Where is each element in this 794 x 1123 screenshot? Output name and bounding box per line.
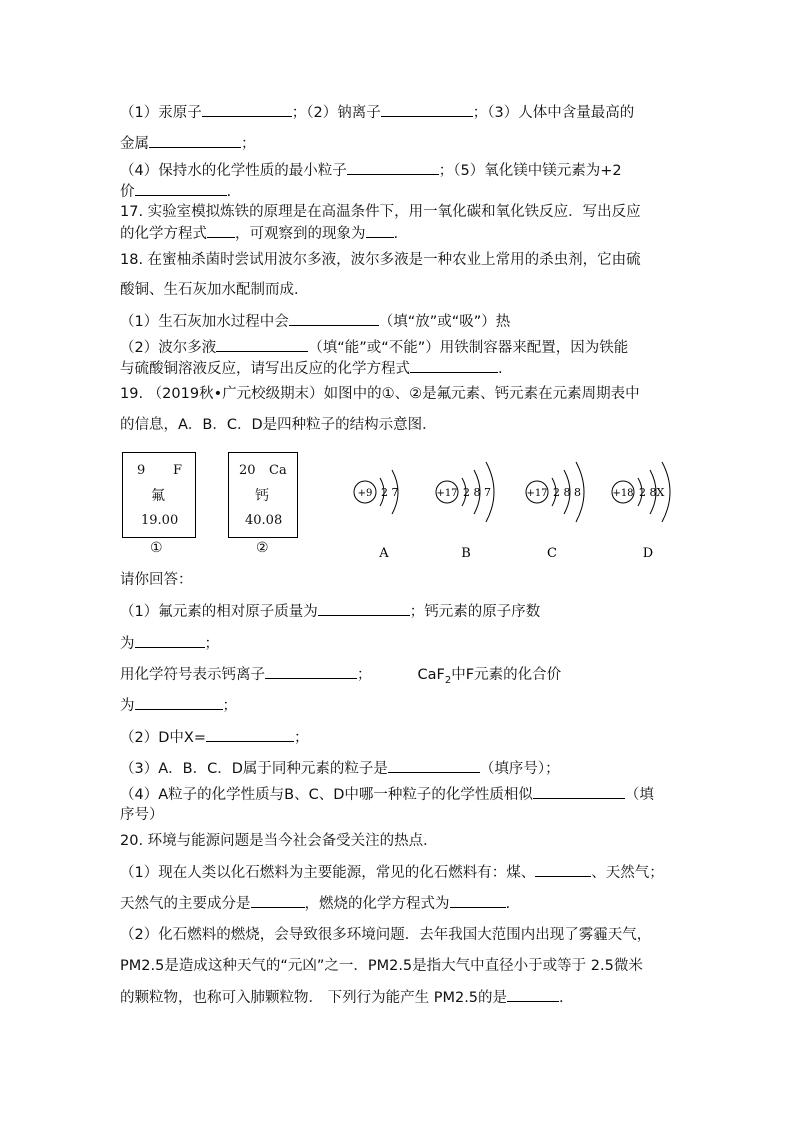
answer-blank[interactable] (251, 893, 305, 908)
element-card-fluorine (122, 452, 196, 538)
element-card-calcium (228, 452, 298, 538)
answer-blank[interactable] (135, 633, 205, 648)
answer-blank[interactable] (410, 358, 498, 373)
q19-answer7: （4）A粒子的化学性质与B、C、D中哪一种粒子的化学性质相似 （填 (120, 784, 654, 805)
answer-blank[interactable] (206, 727, 294, 742)
element-symbol: F (173, 463, 183, 478)
answer-blank[interactable] (216, 337, 308, 352)
particle-label: A (379, 546, 389, 561)
q19-prompt: 请你回答： (120, 572, 193, 588)
q19-answer2: 为 ； (120, 633, 219, 654)
q16-line1: （1）汞原子 ；（2）钠离子 ；（3）人体中含量最高的 (120, 102, 634, 123)
electron-shells: 2 8 7 (463, 486, 491, 499)
q20-line5: PM2.5是造成这种天气的“元凶”之一．PM2.5是指大气中直径小于或等于 2.5微米 (120, 958, 643, 974)
q19-answer1: （1）氟元素的相对原子质量为 ；钙元素的原子序数 (120, 601, 540, 622)
q16-line4: 价 . (120, 181, 231, 202)
answer-blank[interactable] (289, 311, 379, 326)
answer-blank[interactable] (533, 784, 625, 799)
atomic-mass: 19.00 (141, 513, 179, 528)
particle-structure-diagrams (340, 440, 700, 570)
q20-line1: 20. 环境与能源问题是当今社会备受关注的热点． (120, 833, 438, 849)
nucleus-charge: +18 (612, 488, 634, 499)
q19-line2: 的信息，A．B．C．D是四种粒子的结构示意图． (120, 417, 437, 433)
answer-blank[interactable] (265, 664, 357, 679)
answer-blank[interactable] (388, 758, 480, 773)
q19-answer3: 用化学符号表示钙离子 ； CaF$_2$中F元素的化合价 (120, 664, 561, 691)
q16-line3: （4）保持水的化学性质的最小粒子 ；（5）氧化镁中镁元素为+2 (120, 160, 622, 181)
answer-blank[interactable] (450, 893, 506, 908)
answer-blank[interactable] (207, 223, 235, 238)
q18-line1: 18. 在蜜柚杀菌时尝试用波尔多液，波尔多液是一种农业上常用的杀虫剂，它由硫 (120, 252, 641, 268)
q20-line4: （2）化石燃料的燃烧，会导致很多环境问题．去年我国大范围内出现了雾霾天气， (120, 927, 652, 943)
particle-label: C (547, 546, 557, 561)
element-name: 氟 (151, 488, 165, 504)
atomic-number: 20 (239, 463, 256, 478)
answer-blank[interactable] (507, 987, 559, 1002)
q20-line3: 天然气的主要成分是 ，燃烧的化学方程式为 . (120, 893, 510, 914)
nucleus-charge: +17 (436, 488, 458, 499)
electron-shells: 2 8 8 (553, 486, 581, 499)
particle-label: B (461, 546, 471, 561)
answer-blank[interactable] (318, 601, 410, 616)
q17-line1: 17. 实验室模拟炼铁的原理是在高温条件下，用一氧化碳和氧化铁反应．写出反应 (120, 204, 641, 220)
q18-line2: 酸铜、生石灰加水配制而成． (120, 282, 309, 298)
answer-blank[interactable] (149, 133, 241, 148)
answer-blank[interactable] (202, 102, 292, 117)
q19-answer8: 序号） (120, 807, 164, 823)
element-name: 钙 (255, 488, 269, 504)
answer-blank[interactable] (135, 181, 227, 196)
nucleus-charge: +9 (357, 488, 373, 499)
answer-blank[interactable] (366, 223, 394, 238)
q20-line2: （1）现在人类以化石燃料为主要能源，常见的化石燃料有：煤、 、天然气； (120, 862, 664, 883)
q19-line1: 19. （2019秋•广元校级期末）如图中的①、②是氟元素、钙元素在元素周期表中 (120, 386, 640, 402)
answer-blank[interactable] (347, 160, 439, 175)
atomic-mass: 40.08 (245, 513, 283, 528)
nucleus-charge: +17 (526, 488, 548, 499)
atomic-number: 9 (137, 463, 146, 478)
q19-answer4: 为 ； (120, 695, 237, 716)
q16-line2: 金属 ； (120, 133, 256, 154)
q17-line2: 的化学方程式 ，可观察到的现象为 . (120, 223, 398, 244)
particle-label: D (642, 546, 654, 561)
q19-answer6: （3）A．B．C．D属于同种元素的粒子是 （填序号）； (120, 758, 560, 779)
q18-line5: 与硫酸铜溶液反应，请写出反应的化学方程式 . (120, 358, 503, 379)
electron-shells: 2 8X (639, 486, 665, 499)
q19-answer5: （2）D中X= ； (120, 727, 308, 748)
element-caption: ② (256, 540, 269, 556)
element-symbol: Ca (269, 463, 287, 478)
answer-blank[interactable] (135, 695, 223, 710)
q20-line6: 的颗粒物，也称可入肺颗粒物． 下列行为能产生 PM2.5的是 . (120, 987, 564, 1008)
element-caption: ① (150, 540, 163, 556)
answer-blank[interactable] (381, 102, 473, 117)
electron-shells: 2 7 (381, 486, 399, 499)
answer-blank[interactable] (535, 862, 591, 877)
q18-line4: （2）波尔多液 （填“能”或“不能”）用铁制容器来配置，因为铁能 (120, 337, 628, 358)
q18-line3: （1）生石灰加水过程中会 （填“放”或“吸”）热 (120, 311, 510, 332)
